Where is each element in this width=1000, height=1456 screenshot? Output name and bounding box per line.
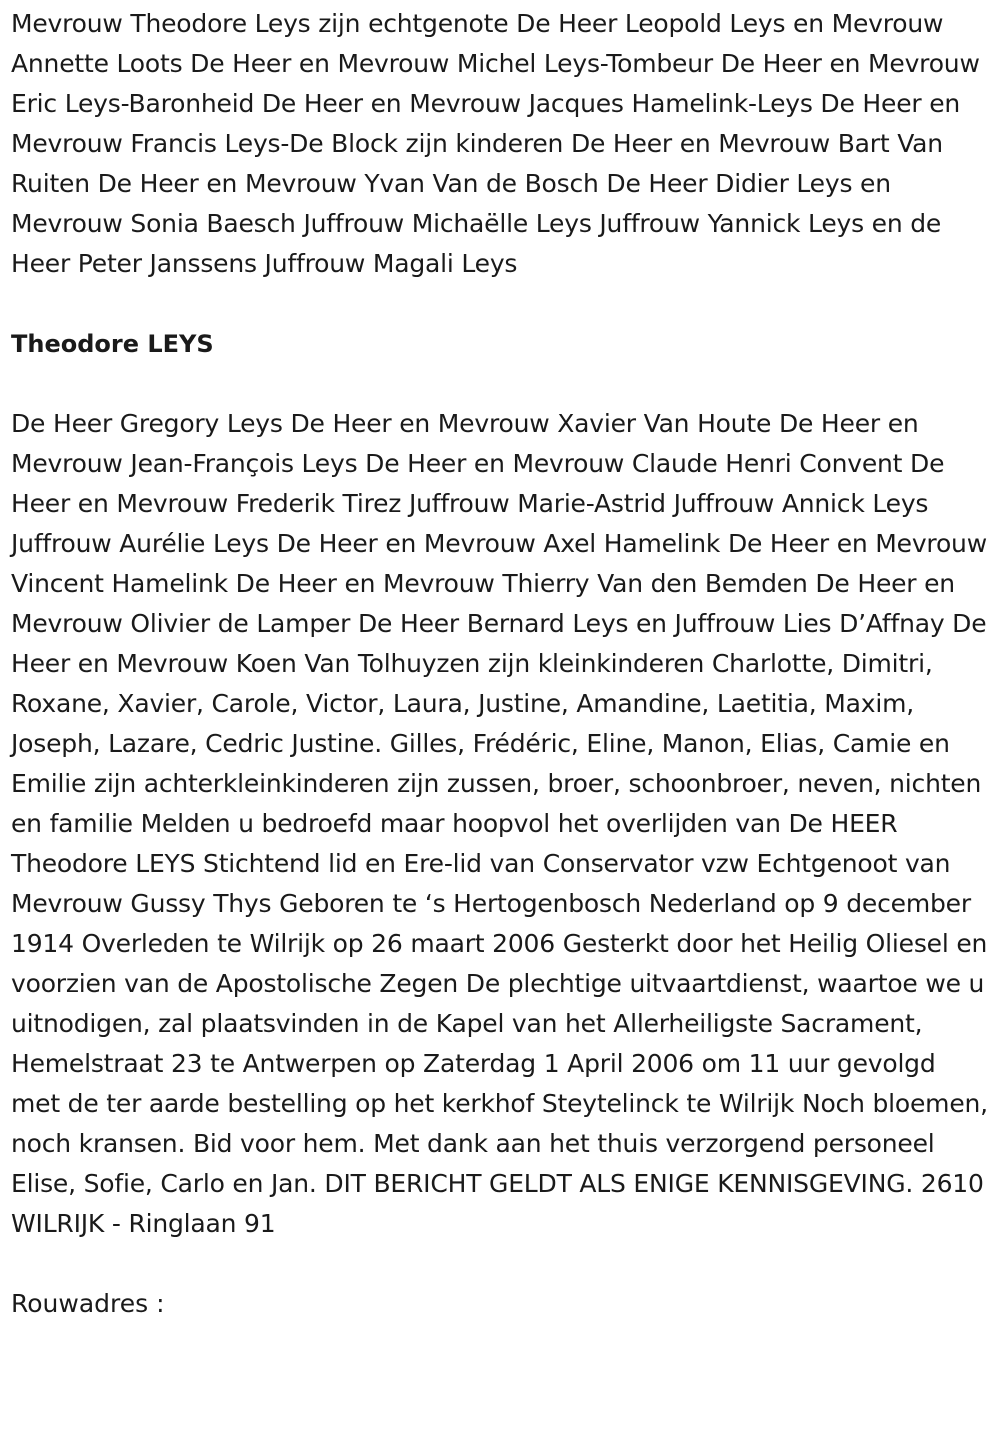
deceased-name-heading: Theodore LEYS	[11, 330, 214, 358]
intro-paragraph: Mevrouw Theodore Leys zijn echtgenote De Heer Leopold Leys en Mevrouw Annette Loots De Heer en Mevrouw Michel Leys-Tombeur De Heer en Mevrouw Eric Leys-Baronheid De Heer en Mevrouw Jacques Hamelink-Leys De Heer en Mevrouw Francis Leys-De Block zijn kinderen De Heer en Mevrouw Bart Van Ruiten De Heer en Mevrouw Yvan Van de Bosch De Heer Didier Leys en Mevrouw Sonia Baesch Juffrouw Michaëlle Leys Juffrouw Yannick Leys en de Heer Peter Janssens Juffrouw Magali Leys	[11, 9, 980, 278]
obituary-document	[11, 4, 989, 1324]
main-paragraph: De Heer Gregory Leys De Heer en Mevrouw Xavier Van Houte De Heer en Mevrouw Jean-François Leys De Heer en Mevrouw Claude Henri Convent De Heer en Mevrouw Frederik Tirez Juffrouw Marie-Astrid Juffrouw Annick Leys Juffrouw Aurélie Leys De Heer en Mevrouw Axel Hamelink De Heer en Mevrouw Vincent Hamelink De Heer en Mevrouw Thierry Van den Bemden De Heer en Mevrouw Olivier de Lamper De Heer Bernard Leys en Juffrouw Lies D’Affnay De Heer en Mevrouw Koen Van Tolhuyzen zijn kleinkinderen Charlotte, Dimitri, Roxane, Xavier, Carole, Victor, Laura, Justine, Amandine, Laetitia, Maxim, Joseph, Lazare, Cedric Justine. Gilles, Frédéric, Eline, Manon, Elias, Camie en Emilie zijn achterkleinkinderen zijn zussen, broer, schoonbroer, neven, nichten en familie Melden u bedroefd maar hoopvol het overlijden van De HEER Theodore LEYS Stichtend lid en Ere-lid van Conservator vzw Echtgenoot van Mevrouw Gussy Thys Geboren te ‘s Hertogenbosch Nederland op 9 december 1914 Overleden te Wilrijk op 26 maart 2006 Gesterkt door het Heilig Oliesel en voorzien van de Apostolische Zegen De plechtige uitvaartdienst, waartoe we u uitnodigen, zal plaatsvinden in de Kapel van het Allerheiligste Sacrament, Hemelstraat 23 te Antwerpen op Zaterdag 1 April 2006 om 11 uur gevolgd met de ter aarde bestelling op het kerkhof Steytelinck te Wilrijk Noch bloemen, noch kransen. Bid voor hem. Met dank aan het thuis verzorgend personeel Elise, Sofie, Carlo en Jan. DIT BERICHT GELDT ALS ENIGE KENNISGEVING. 2610 WILRIJK - Ringlaan 91	[11, 409, 988, 1238]
spacer	[11, 364, 989, 404]
spacer	[11, 1244, 989, 1284]
rouwadres-label: Rouwadres :	[11, 1289, 165, 1318]
spacer	[11, 284, 989, 324]
